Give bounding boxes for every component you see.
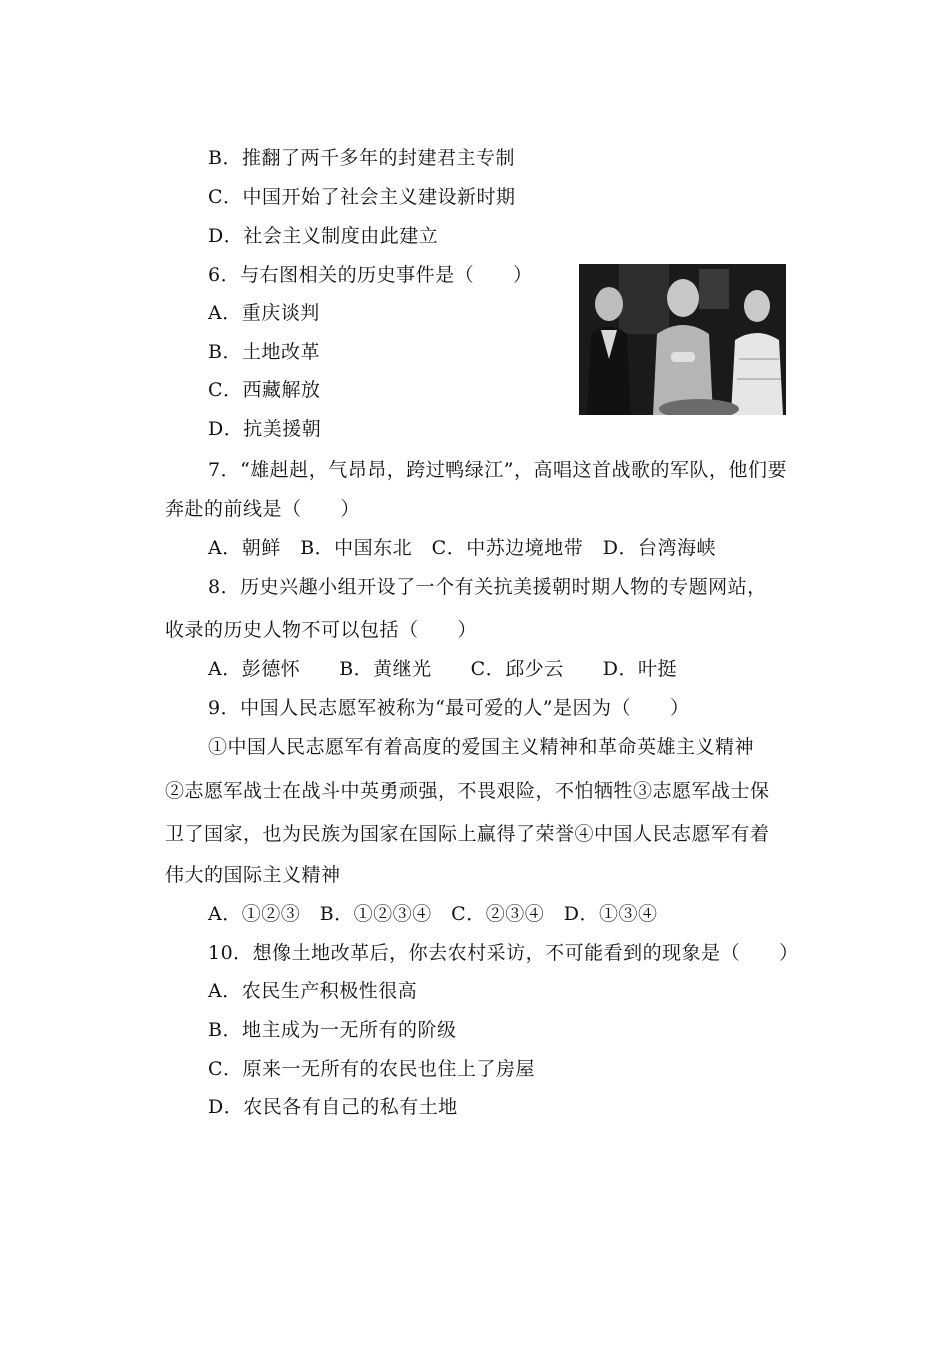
line-q5-option-b: B．推翻了两千多年的封建君主专制 [208,147,515,169]
line-q10-option-d: D．农民各有自己的私有土地 [208,1096,458,1118]
line-q6-option-b: B．土地改革 [208,341,320,363]
line-q7-stem-2: 奔赴的前线是（ ） [165,498,361,520]
line-q9-statement-1: ①中国人民志愿军有着高度的爱国主义精神和革命英雄主义精神 [208,736,755,758]
line-q8-options: A．彭德怀 B．黄继光 C．邱少云 D．叶挺 [208,658,677,680]
line-q7-stem-1: 7．“雄赳赳，气昂昂，跨过鸭绿江”，高唱这首战歌的军队，他们要 [208,459,788,481]
line-q6-option-c: C．西藏解放 [208,379,321,401]
historical-photo [579,264,786,415]
line-q9-statement-4: 伟大的国际主义精神 [165,864,341,886]
line-q6-option-a: A．重庆谈判 [208,302,320,324]
line-q10-option-a: A．农民生产积极性很高 [208,980,418,1002]
line-q5-option-d: D．社会主义制度由此建立 [208,225,439,247]
line-q9-statement-3: 卫了国家，也为民族为国家在国际上赢得了荣誉④中国人民志愿军有着 [165,823,770,845]
line-q9-options: A．①②③ B．①②③④ C．②③④ D．①③④ [208,903,658,925]
line-q8-stem-2: 收录的历史人物不可以包括（ ） [165,619,478,641]
line-q10-option-c: C．原来一无所有的农民也住上了房屋 [208,1058,536,1080]
line-q10-stem: 10．想像土地改革后，你去农村采访，不可能看到的现象是（ ） [208,942,799,964]
line-q9-statement-2: ②志愿军战士在战斗中英勇顽强，不畏艰险，不怕牺牲③志愿军战士保 [165,780,770,802]
line-q6-stem: 6．与右图相关的历史事件是（ ） [208,264,533,286]
line-q5-option-c: C．中国开始了社会主义建设新时期 [208,186,516,208]
line-q8-stem-1: 8．历史兴趣小组开设了一个有关抗美援朝时期人物的专题网站， [208,576,767,598]
line-q10-option-b: B．地主成为一无所有的阶级 [208,1019,457,1041]
line-q9-stem: 9．中国人民志愿军被称为“最可爱的人”是因为（ ） [208,697,690,719]
line-q7-options: A．朝鲜 B．中国东北 C．中苏边境地带 D．台湾海峡 [208,537,716,559]
line-q6-option-d: D．抗美援朝 [208,418,322,440]
